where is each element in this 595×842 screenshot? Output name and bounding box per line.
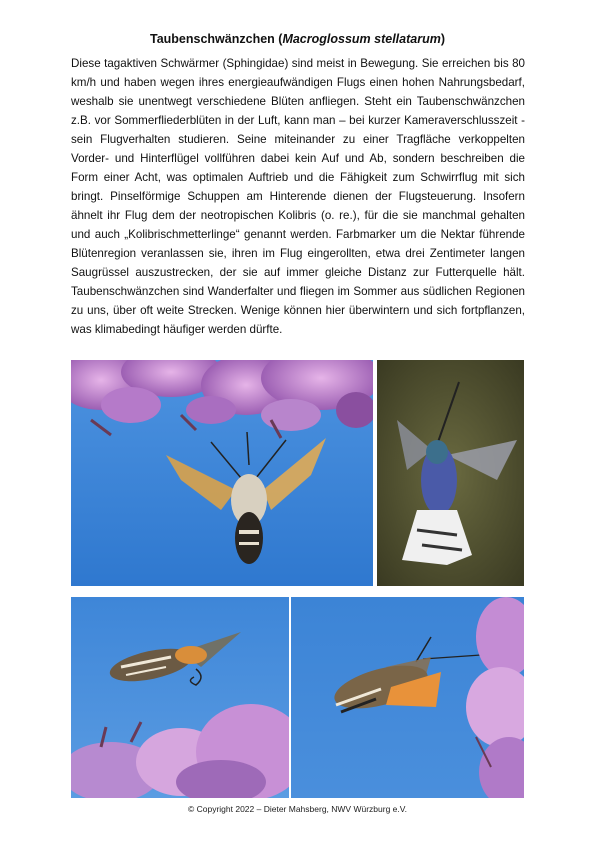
photo-moth-side-view: [71, 597, 289, 798]
title-close: ): [440, 32, 445, 46]
photo-moth-hovering: [71, 360, 373, 586]
body-paragraph: Diese tagaktiven Schwärmer (Sphingidae) sind meist in Bewegung. Sie erreichen bis 80 km/h und haben wegen ihres energieaufwändigen Flugs einen hohen Nahrungsbedarf, weshalb sie unentwegt verschiedene Blüten anfliegen. Steht ein Taubenschwänzchen z.B. vor Sommerfliederblüten in der Luft, kann man – bei kurzer Kameraverschlusszeit - sein Flugverhalten studieren. Seine miteinander zu einer Tragfläche verkoppelten Vorder- und Hinterflügel vollführen dabei kein Auf und Ab, sondern beschreiben die Form einer Acht, was optimalen Auftrieb und die Fähigkeit zum Schwirrflug mit sich bringt. Pinselförmige Schuppen am Hinterende dienen der Flugsteuerung. Insofern ähnelt ihr Flug dem der neotropischen Kolibris (o. re.), für die sie manchmal gehalten und auch „Kolibrischmetterlinge“ genannt werden. Farbmarker um die Nektar führende Blütenregion veranlassen sie, ihren im Flug eingerollten, etwa drei Zentimeter langen Saugrüssel auszustrecken, der sie auf immer gleiche Distanz zur Futterquelle hält. Taubenschwänzchen sind Wanderfalter und fliegen im Sommer aus südlichen Regionen zu uns, über oft weite Strecken. Wenige können hier überwintern und sich fortpflanzen, was klimabedingt häufiger werden dürfte.: [71, 57, 525, 336]
copyright-footer: © Copyright 2022 – Dieter Mahsberg, NWV Würzburg e.V.: [187, 804, 408, 814]
photo-hummingbird: [377, 360, 524, 586]
page-title: [0, 31, 595, 47]
photo-moth-feeding: [291, 597, 524, 798]
title-main: Taubenschwänzchen (: [150, 32, 283, 46]
title-latin-name: Macroglossum stellatarum: [282, 32, 441, 46]
